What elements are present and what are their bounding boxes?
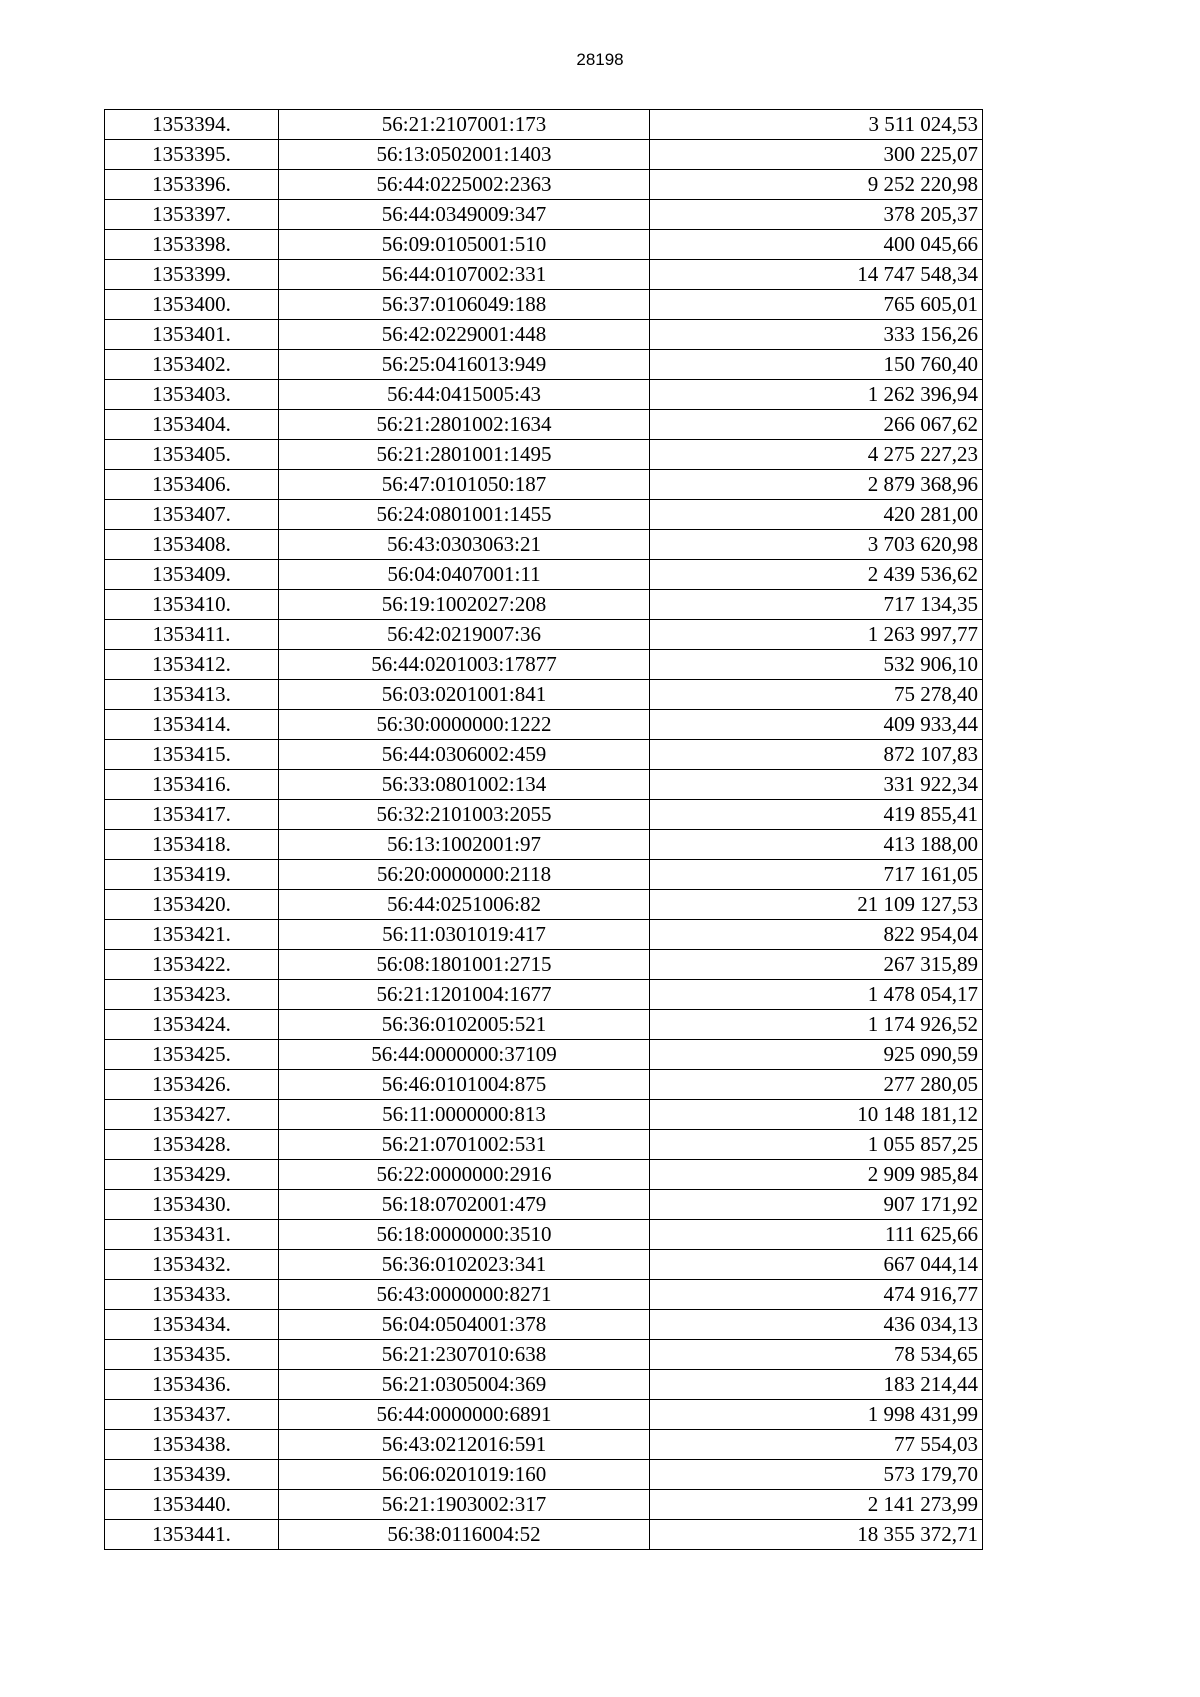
value-cell: 277 280,05 — [650, 1070, 983, 1100]
cadastral-number-cell: 56:21:1903002:317 — [279, 1490, 650, 1520]
table-row — [105, 1280, 983, 1310]
table-row — [105, 140, 983, 170]
cadastral-number-cell: 56:44:0415005:43 — [279, 380, 650, 410]
value-cell: 532 906,10 — [650, 650, 983, 680]
value-cell: 1 055 857,25 — [650, 1130, 983, 1160]
table-row — [105, 1400, 983, 1430]
row-number-cell: 1353420. — [105, 890, 279, 920]
value-cell: 150 760,40 — [650, 350, 983, 380]
row-number-cell: 1353406. — [105, 470, 279, 500]
value-cell: 75 278,40 — [650, 680, 983, 710]
cadastral-number-cell: 56:44:0251006:82 — [279, 890, 650, 920]
table-row — [105, 290, 983, 320]
table-row — [105, 1520, 983, 1550]
cadastral-number-cell: 56:03:0201001:841 — [279, 680, 650, 710]
value-cell: 1 263 997,77 — [650, 620, 983, 650]
value-cell: 9 252 220,98 — [650, 170, 983, 200]
value-cell: 333 156,26 — [650, 320, 983, 350]
row-number-cell: 1353414. — [105, 710, 279, 740]
row-number-cell: 1353411. — [105, 620, 279, 650]
value-cell: 267 315,89 — [650, 950, 983, 980]
value-cell: 1 478 054,17 — [650, 980, 983, 1010]
cadastral-number-cell: 56:43:0303063:21 — [279, 530, 650, 560]
cadastral-number-cell: 56:44:0107002:331 — [279, 260, 650, 290]
table-row — [105, 650, 983, 680]
value-cell: 667 044,14 — [650, 1250, 983, 1280]
row-number-cell: 1353432. — [105, 1250, 279, 1280]
row-number-cell: 1353417. — [105, 800, 279, 830]
cadastral-number-cell: 56:04:0407001:11 — [279, 560, 650, 590]
table-row — [105, 920, 983, 950]
table-row — [105, 830, 983, 860]
row-number-cell: 1353419. — [105, 860, 279, 890]
value-cell: 573 179,70 — [650, 1460, 983, 1490]
value-cell: 18 355 372,71 — [650, 1520, 983, 1550]
row-number-cell: 1353426. — [105, 1070, 279, 1100]
cadastral-number-cell: 56:37:0106049:188 — [279, 290, 650, 320]
value-cell: 300 225,07 — [650, 140, 983, 170]
value-cell: 14 747 548,34 — [650, 260, 983, 290]
value-cell: 77 554,03 — [650, 1430, 983, 1460]
table-row — [105, 1250, 983, 1280]
table-row — [105, 860, 983, 890]
row-number-cell: 1353427. — [105, 1100, 279, 1130]
cadastral-number-cell: 56:30:0000000:1222 — [279, 710, 650, 740]
table-row — [105, 170, 983, 200]
row-number-cell: 1353424. — [105, 1010, 279, 1040]
registry-table-body — [105, 110, 983, 1550]
table-row — [105, 770, 983, 800]
value-cell: 1 998 431,99 — [650, 1400, 983, 1430]
table-row — [105, 950, 983, 980]
value-cell: 822 954,04 — [650, 920, 983, 950]
row-number-cell: 1353435. — [105, 1340, 279, 1370]
row-number-cell: 1353401. — [105, 320, 279, 350]
table-row — [105, 1130, 983, 1160]
value-cell: 183 214,44 — [650, 1370, 983, 1400]
row-number-cell: 1353434. — [105, 1310, 279, 1340]
table-row — [105, 560, 983, 590]
row-number-cell: 1353408. — [105, 530, 279, 560]
value-cell: 765 605,01 — [650, 290, 983, 320]
value-cell: 717 161,05 — [650, 860, 983, 890]
row-number-cell: 1353439. — [105, 1460, 279, 1490]
table-row — [105, 1490, 983, 1520]
value-cell: 419 855,41 — [650, 800, 983, 830]
value-cell: 400 045,66 — [650, 230, 983, 260]
table-row — [105, 320, 983, 350]
table-row — [105, 380, 983, 410]
cadastral-number-cell: 56:46:0101004:875 — [279, 1070, 650, 1100]
value-cell: 3 703 620,98 — [650, 530, 983, 560]
table-row — [105, 1040, 983, 1070]
value-cell: 1 262 396,94 — [650, 380, 983, 410]
row-number-cell: 1353441. — [105, 1520, 279, 1550]
value-cell: 872 107,83 — [650, 740, 983, 770]
cadastral-number-cell: 56:06:0201019:160 — [279, 1460, 650, 1490]
row-number-cell: 1353430. — [105, 1190, 279, 1220]
value-cell: 21 109 127,53 — [650, 890, 983, 920]
table-row — [105, 1430, 983, 1460]
table-row — [105, 800, 983, 830]
value-cell: 925 090,59 — [650, 1040, 983, 1070]
row-number-cell: 1353397. — [105, 200, 279, 230]
cadastral-number-cell: 56:47:0101050:187 — [279, 470, 650, 500]
cadastral-number-cell: 56:44:0306002:459 — [279, 740, 650, 770]
value-cell: 907 171,92 — [650, 1190, 983, 1220]
row-number-cell: 1353409. — [105, 560, 279, 590]
table-row — [105, 1100, 983, 1130]
value-cell: 266 067,62 — [650, 410, 983, 440]
table-row — [105, 200, 983, 230]
cadastral-number-cell: 56:20:0000000:2118 — [279, 860, 650, 890]
table-row — [105, 620, 983, 650]
row-number-cell: 1353395. — [105, 140, 279, 170]
table-row — [105, 1310, 983, 1340]
row-number-cell: 1353410. — [105, 590, 279, 620]
table-row — [105, 1370, 983, 1400]
cadastral-number-cell: 56:13:0502001:1403 — [279, 140, 650, 170]
cadastral-number-cell: 56:08:1801001:2715 — [279, 950, 650, 980]
cadastral-number-cell: 56:43:0212016:591 — [279, 1430, 650, 1460]
cadastral-number-cell: 56:21:1201004:1677 — [279, 980, 650, 1010]
row-number-cell: 1353407. — [105, 500, 279, 530]
cadastral-number-cell: 56:21:2801002:1634 — [279, 410, 650, 440]
cadastral-number-cell: 56:13:1002001:97 — [279, 830, 650, 860]
table-row — [105, 410, 983, 440]
cadastral-number-cell: 56:43:0000000:8271 — [279, 1280, 650, 1310]
row-number-cell: 1353396. — [105, 170, 279, 200]
table-row — [105, 980, 983, 1010]
row-number-cell: 1353403. — [105, 380, 279, 410]
cadastral-number-cell: 56:21:0305004:369 — [279, 1370, 650, 1400]
row-number-cell: 1353398. — [105, 230, 279, 260]
cadastral-number-cell: 56:18:0000000:3510 — [279, 1220, 650, 1250]
value-cell: 111 625,66 — [650, 1220, 983, 1250]
row-number-cell: 1353423. — [105, 980, 279, 1010]
table-row — [105, 470, 983, 500]
cadastral-number-cell: 56:22:0000000:2916 — [279, 1160, 650, 1190]
cadastral-number-cell: 56:44:0201003:17877 — [279, 650, 650, 680]
row-number-cell: 1353428. — [105, 1130, 279, 1160]
value-cell: 78 534,65 — [650, 1340, 983, 1370]
cadastral-number-cell: 56:44:0225002:2363 — [279, 170, 650, 200]
cadastral-number-cell: 56:36:0102023:341 — [279, 1250, 650, 1280]
row-number-cell: 1353404. — [105, 410, 279, 440]
table-row — [105, 350, 983, 380]
table-row — [105, 890, 983, 920]
cadastral-number-cell: 56:42:0219007:36 — [279, 620, 650, 650]
row-number-cell: 1353412. — [105, 650, 279, 680]
row-number-cell: 1353416. — [105, 770, 279, 800]
table-row — [105, 110, 983, 140]
table-row — [105, 440, 983, 470]
cadastral-number-cell: 56:38:0116004:52 — [279, 1520, 650, 1550]
cadastral-number-cell: 56:21:2107001:173 — [279, 110, 650, 140]
cadastral-number-cell: 56:09:0105001:510 — [279, 230, 650, 260]
cadastral-number-cell: 56:21:2801001:1495 — [279, 440, 650, 470]
cadastral-number-cell: 56:25:0416013:949 — [279, 350, 650, 380]
row-number-cell: 1353402. — [105, 350, 279, 380]
value-cell: 1 174 926,52 — [650, 1010, 983, 1040]
cadastral-number-cell: 56:36:0102005:521 — [279, 1010, 650, 1040]
cadastral-number-cell: 56:11:0000000:813 — [279, 1100, 650, 1130]
cadastral-number-cell: 56:44:0000000:6891 — [279, 1400, 650, 1430]
table-row — [105, 1460, 983, 1490]
row-number-cell: 1353425. — [105, 1040, 279, 1070]
registry-table — [104, 109, 983, 1550]
table-row — [105, 530, 983, 560]
table-row — [105, 1160, 983, 1190]
value-cell: 436 034,13 — [650, 1310, 983, 1340]
value-cell: 2 141 273,99 — [650, 1490, 983, 1520]
table-row — [105, 1190, 983, 1220]
cadastral-number-cell: 56:44:0000000:37109 — [279, 1040, 650, 1070]
cadastral-number-cell: 56:19:1002027:208 — [279, 590, 650, 620]
value-cell: 717 134,35 — [650, 590, 983, 620]
row-number-cell: 1353421. — [105, 920, 279, 950]
value-cell: 10 148 181,12 — [650, 1100, 983, 1130]
table-row — [105, 230, 983, 260]
row-number-cell: 1353436. — [105, 1370, 279, 1400]
table-row — [105, 1010, 983, 1040]
cadastral-number-cell: 56:32:2101003:2055 — [279, 800, 650, 830]
row-number-cell: 1353400. — [105, 290, 279, 320]
table-row — [105, 1220, 983, 1250]
page-number: 28198 — [576, 50, 624, 69]
row-number-cell: 1353433. — [105, 1280, 279, 1310]
value-cell: 2 439 536,62 — [650, 560, 983, 590]
cadastral-number-cell: 56:42:0229001:448 — [279, 320, 650, 350]
table-row — [105, 680, 983, 710]
row-number-cell: 1353415. — [105, 740, 279, 770]
table-row — [105, 260, 983, 290]
table-row — [105, 1340, 983, 1370]
cadastral-number-cell: 56:11:0301019:417 — [279, 920, 650, 950]
table-row — [105, 710, 983, 740]
value-cell: 331 922,34 — [650, 770, 983, 800]
cadastral-number-cell: 56:04:0504001:378 — [279, 1310, 650, 1340]
cadastral-number-cell: 56:21:0701002:531 — [279, 1130, 650, 1160]
cadastral-number-cell: 56:33:0801002:134 — [279, 770, 650, 800]
value-cell: 378 205,37 — [650, 200, 983, 230]
row-number-cell: 1353418. — [105, 830, 279, 860]
cadastral-number-cell: 56:44:0349009:347 — [279, 200, 650, 230]
row-number-cell: 1353399. — [105, 260, 279, 290]
value-cell: 3 511 024,53 — [650, 110, 983, 140]
value-cell: 4 275 227,23 — [650, 440, 983, 470]
value-cell: 474 916,77 — [650, 1280, 983, 1310]
row-number-cell: 1353437. — [105, 1400, 279, 1430]
cadastral-number-cell: 56:24:0801001:1455 — [279, 500, 650, 530]
value-cell: 2 909 985,84 — [650, 1160, 983, 1190]
table-row — [105, 590, 983, 620]
value-cell: 413 188,00 — [650, 830, 983, 860]
row-number-cell: 1353440. — [105, 1490, 279, 1520]
table-row — [105, 500, 983, 530]
table-row — [105, 740, 983, 770]
row-number-cell: 1353431. — [105, 1220, 279, 1250]
row-number-cell: 1353438. — [105, 1430, 279, 1460]
row-number-cell: 1353413. — [105, 680, 279, 710]
cadastral-number-cell: 56:18:0702001:479 — [279, 1190, 650, 1220]
value-cell: 409 933,44 — [650, 710, 983, 740]
row-number-cell: 1353405. — [105, 440, 279, 470]
row-number-cell: 1353394. — [105, 110, 279, 140]
row-number-cell: 1353429. — [105, 1160, 279, 1190]
table-row — [105, 1070, 983, 1100]
value-cell: 420 281,00 — [650, 500, 983, 530]
value-cell: 2 879 368,96 — [650, 470, 983, 500]
cadastral-number-cell: 56:21:2307010:638 — [279, 1340, 650, 1370]
row-number-cell: 1353422. — [105, 950, 279, 980]
registry-table-container — [104, 109, 983, 1550]
